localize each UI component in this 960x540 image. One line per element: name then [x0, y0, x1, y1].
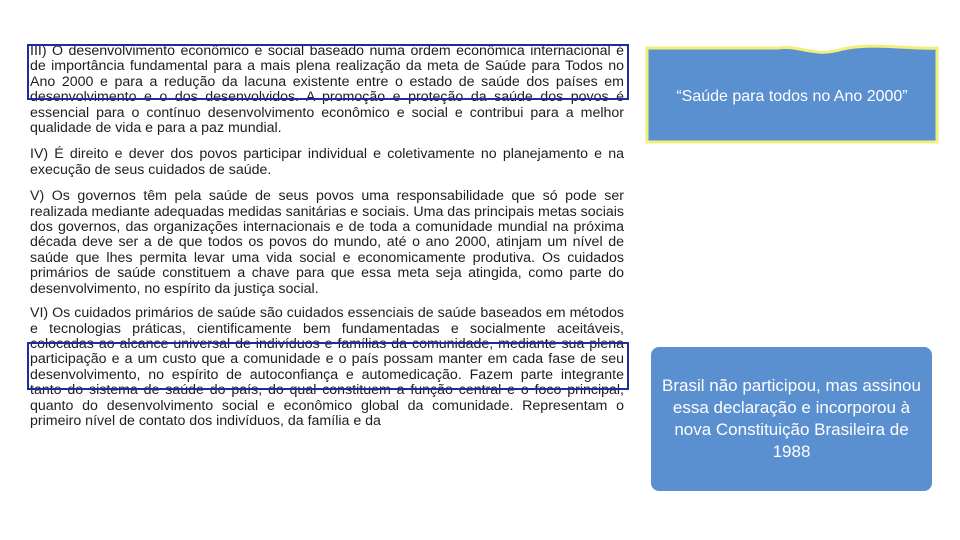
quote-text: “Saúde para todos no Ano 2000”	[676, 88, 908, 105]
note-text: Brasil não participou, mas assinou essa declaração e incorporou à nova Constituição Brasileira de 1988	[662, 376, 921, 461]
paragraph-vi: VI) Os cuidados primários de saúde são cuidados essenciais de saúde baseados em métodos e tecnologias práticas, cientificamente bem fundamentadas e socialmente aceitáveis, colocadas ao alcance universal de indivíduos e famílias da comunidade, mediante sua plena participação e a um custo que a comunidade e o país possam manter em cada fase de seu desenvolvimento, no espírito de autoconfiança e automedicação. Fazem parte integrante tanto do sistema de saúde do país, do qual constituem a função central e o foco principal, quanto do desenvolvimento social e econômico global da comunidade. Representam o primeiro nível de contato dos indivíduos, da família e da	[30, 305, 624, 429]
paragraph-iii: III) O desenvolvimento econômico e social baseado numa ordem econômica internacional é de importância fundamental para a mais plena realização da meta de Saúde para Todos no Ano 2000 e para a redução da lacuna existente entre o estado de saúde dos países em desenvolvimento e o dos desenvolvidos. A promoção e proteção da saúde dos povos é essencial para o contínuo desenvolvimento econômico e social e contribui para a melhor qualidade de vida e para a paz mundial.	[30, 43, 624, 137]
note-callout	[651, 347, 932, 491]
paragraph-v: V) Os governos têm pela saúde de seus povos uma responsabilidade que só pode ser realizada mediante adequadas medidas sanitárias e sociais. Uma das principais metas sociais dos governos, das organizações internacionais e de toda a comunidade mundial na próxima década deve ser a de que todos os povos do mundo, até o ano 2000, atinjam um nível de saúde que lhes permita levar uma vida social e economicamente produtiva. Os cuidados primários de saúde constituem a chave para que essa meta seja atingida, como parte do desenvolvimento, no espírito da justiça social.	[30, 188, 624, 297]
highlight-box-paragraph-iii	[27, 44, 629, 100]
paragraph-iv: IV) É direito e dever dos povos participar individual e coletivamente no planejamento e na execução de seus cuidados de saúde.	[30, 146, 624, 178]
quote-callout	[643, 44, 941, 148]
highlight-box-paragraph-vi	[27, 342, 629, 390]
